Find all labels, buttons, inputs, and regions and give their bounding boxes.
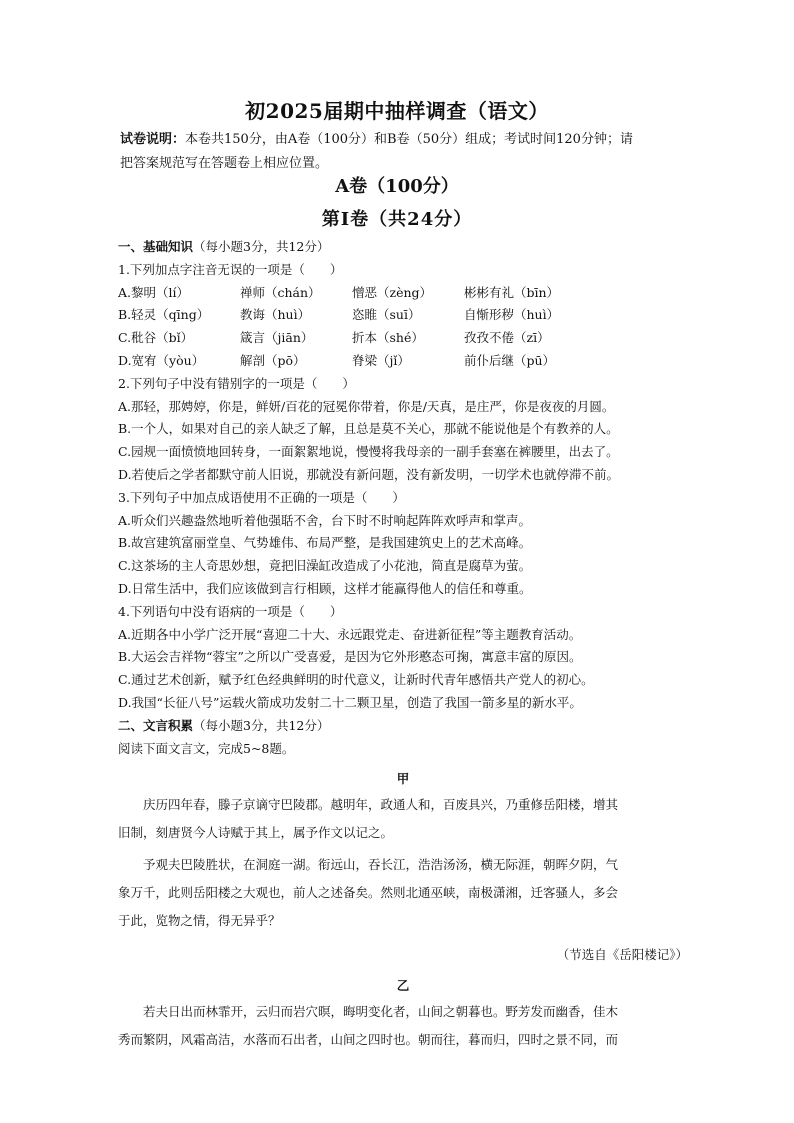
part-one-heading: 第Ⅰ卷（共24分） bbox=[321, 209, 473, 230]
question-1-stem: 1.下列加点字注音无误的一项是（ ） bbox=[118, 261, 343, 277]
instructions-line-2: 把答案规范写在答题卷上相应位置。 bbox=[120, 156, 329, 171]
passage-jia bbox=[118, 791, 688, 969]
section-basic-knowledge-heading: 一、基础知识（每小题3分，共12分） bbox=[118, 239, 330, 254]
passage-jia-line: 庆历四年春，滕子京谪守巴陵郡。越明年，政通人和，百废具兴，乃重修岳阳楼，增其 bbox=[143, 797, 619, 813]
question-2-option-a: A.那轻，那娉婷，你是，鲜妍/百花的冠冕你带着，你是/天真，是庄严，你是夜夜的月圆。 bbox=[118, 398, 615, 414]
question-4-option-d: D.我国“长征八号”运载火箭成功发射二十二颗卫星，创造了我国一箭多星的新水平。 bbox=[118, 694, 582, 710]
passage-jia-line: 旧制，刻唐贤今人诗赋于其上，属予作文以记之。 bbox=[118, 825, 394, 841]
passage-jia-source: （节选自《岳阳楼记》） bbox=[556, 947, 688, 963]
question-2-option-d: D.若使后之学者都默守前人旧说，那就没有新问题，没有新发明，一切学术也就停滞不前。 bbox=[118, 466, 620, 482]
passage-yi-label: 乙 bbox=[396, 978, 410, 994]
passage-jia-line: 予观夫巴陵胜状，在洞庭一湖。衔远山，吞长江，浩浩汤汤，横无际涯，朝晖夕阴，气 bbox=[143, 857, 619, 873]
passage-yi-line: 若夫日出而林霏开，云归而岩穴暝，晦明变化者，山间之朝暮也。野芳发而幽香，佳木 bbox=[143, 1003, 619, 1019]
passage-jia-line: 象万千，此则岳阳楼之大观也，前人之述备矣。然则北通巫峡，南极潇湘，迁客骚人，多会 bbox=[118, 885, 619, 901]
exam-title: 初2025届期中抽样调查（语文） bbox=[245, 99, 549, 123]
passage-yi-line: 秀而繁阴，风霜高洁，水落而石出者，山间之四时也。朝而往，暮而归，四时之景不同，而 bbox=[118, 1031, 619, 1047]
question-3-stem: 3.下列句子中加点成语使用不正确的一项是（ ） bbox=[118, 489, 405, 505]
question-4-option-b: B.大运会吉祥物“蓉宝”之所以广受喜爱，是因为它外形憨态可掬，寓意丰富的原因。 bbox=[118, 649, 582, 665]
question-2-option-c: C.园规一面愤愤地回转身，一面絮絮地说，慢慢将我母亲的一副手套塞在裤腰里，出去了。 bbox=[118, 444, 619, 460]
question-3-option-d: D.日常生活中，我们应该做到言行相顾，这样才能赢得他人的信任和尊重。 bbox=[118, 580, 532, 596]
passage-yi bbox=[118, 998, 688, 1054]
question-2-stem: 2.下列句子中没有错别字的一项是（ ） bbox=[118, 375, 355, 391]
question-area bbox=[118, 236, 688, 1054]
question-3-option-c: C.这茶场的主人奇思妙想，竟把旧澡缸改造成了小花池，简直是腐草为萤。 bbox=[118, 558, 532, 574]
question-4-option-c: C.通过艺术创新，赋予红色经典鲜明的时代意义，让新时代青年感悟共产党人的初心。 bbox=[118, 672, 594, 688]
question-3-option-b: B.故宫建筑富丽堂皇、气势雄伟、布局严整，是我国建筑史上的艺术高峰。 bbox=[118, 535, 532, 551]
reading-instruction: 阅读下面文言文，完成5~8题。 bbox=[118, 740, 295, 756]
question-2-option-b: B.一个人，如果对自己的亲人缺乏了解，且总是莫不关心，那就不能说他是个有教养的人。 bbox=[118, 421, 619, 437]
exam-instructions bbox=[120, 128, 680, 176]
question-4-stem: 4.下列语句中没有语病的一项是（ ） bbox=[118, 603, 343, 619]
passage-jia-line: 于此，览物之情，得无异乎？ bbox=[118, 913, 281, 929]
passage-jia-label: 甲 bbox=[396, 771, 410, 787]
question-1-row-a: A.黎明（lí） 禅师（chán） 憎恶（zèng） 彬彬有礼（bīn） bbox=[118, 284, 560, 300]
question-3-option-a: A.听众们兴趣盎然地听着他强聒不舍，台下时不时响起阵阵欢呼声和掌声。 bbox=[118, 512, 532, 528]
question-1-row-d: D.宽宥（yòu） 解剖（pō） 脊梁（jǐ） 前仆后继（pū） bbox=[118, 352, 556, 368]
volume-a-heading: A卷（100分） bbox=[335, 176, 459, 197]
question-1-row-c: C.秕谷（bǐ） 箴言（jiān） 折本（shé） 孜孜不倦（zī） bbox=[118, 330, 550, 346]
instructions-label: 试卷说明： bbox=[120, 132, 186, 147]
question-4-option-a: A.近期各中小学广泛开展“喜迎二十大、永远跟党走、奋进新征程”等主题教育活动。 bbox=[118, 626, 582, 642]
section-classical-chinese-heading: 二、文言积累（每小题3分，共12分） bbox=[118, 717, 330, 733]
question-1-row-b: B.轻灵（qīng） 教诲（huì） 恣睢（suī） 自惭形秽（huì） bbox=[118, 307, 560, 323]
instructions-line-1: 试卷说明：本卷共150分，由A卷（100分）和B卷（50分）组成；考试时间120分钟；请 bbox=[120, 132, 633, 147]
